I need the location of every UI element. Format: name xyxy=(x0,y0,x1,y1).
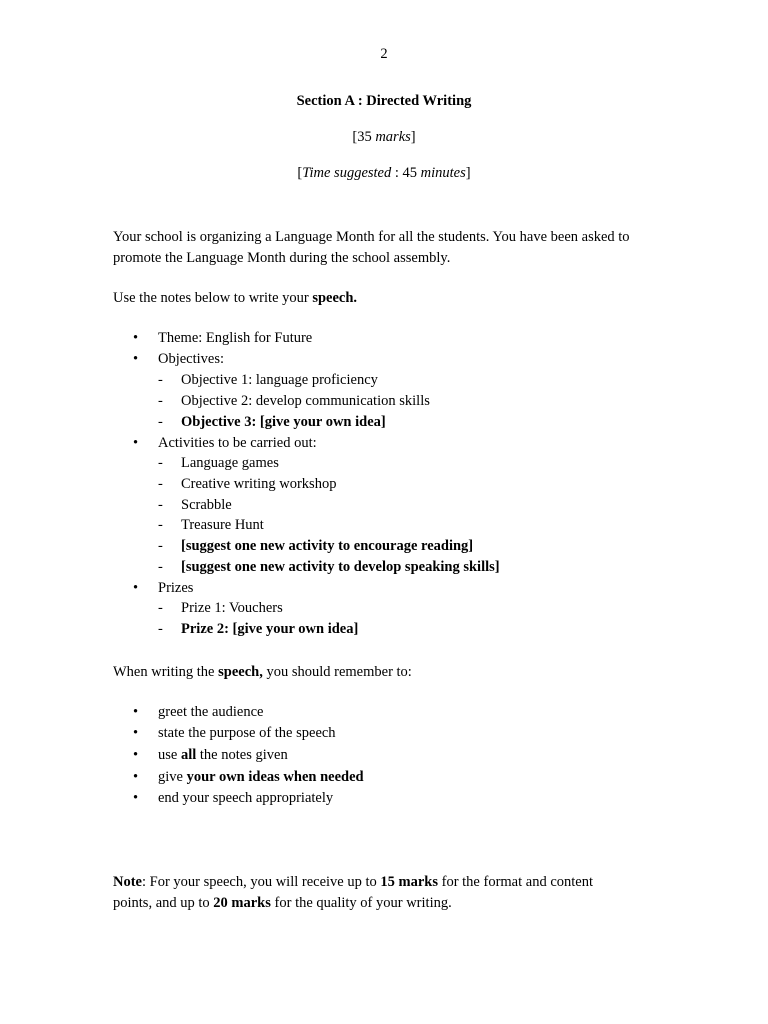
page-number: 2 xyxy=(380,46,388,62)
section-title: Section A : Directed Writing xyxy=(296,93,472,109)
note-line-1: Note: For your speech, you will receive up to 15 marks for the format and content xyxy=(113,874,594,890)
note-line-2: points, and up to 20 marks for the quality of your writing. xyxy=(113,894,452,911)
instruction-line: Use the notes below to write your speech. xyxy=(113,290,358,306)
remember-intro: When writing the speech, you should remember to: xyxy=(113,664,412,680)
exam-page: 2 Section A : Directed Writing [35 marks] [Time suggested : 45 minutes] Your school is organizing a Language Month for all the students. You have been asked to promote the Language Month during the school assembly. Use the notes below to write your speech. Theme: English for Future Objectives: - Objective 1: language proficiency - Objective 2: develop communication skills - Objective 3: [give your own idea] Activities to be carried out: - Language games - Creative writing workshop - Scrabble - Treasure Hunt - [suggest one new activity to encourage reading] - [suggest one new activity to develop speaking skills] Prizes - Prize 1: Vouchers - Prize 2: [give your own idea] When writing the speech, you should remember to: greet the audience state the purpose of the speech use all the notes given give your own ideas when needed end your speech appropriately Note: For your speech, you will receive up to 15 marks for the format and content points, and up to 20 marks for the quality of your writing. xyxy=(0,0,768,1024)
note-paragraph xyxy=(113,872,673,913)
intro-paragraph xyxy=(113,227,673,268)
marks-line: [35 marks] xyxy=(352,129,416,145)
time-suggested-line: [Time suggested : 45 minutes] xyxy=(297,165,471,181)
intro-line-1: Your school is organizing a Language Month for all the students. You have been asked to xyxy=(113,229,630,245)
intro-line-2: promote the Language Month during the school assembly. xyxy=(113,249,451,266)
